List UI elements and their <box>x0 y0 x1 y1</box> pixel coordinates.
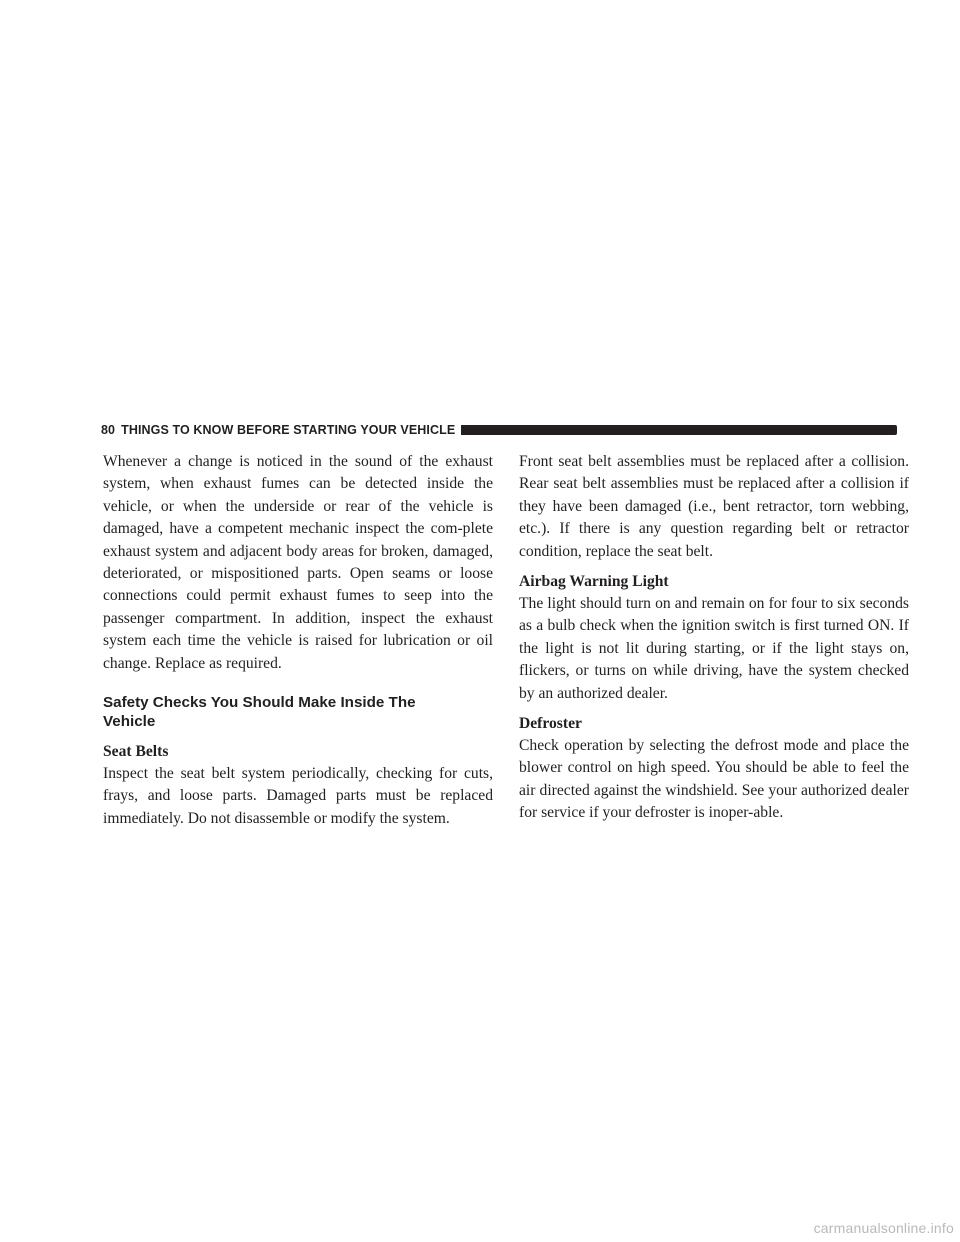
seat-belts-heading: Seat Belts <box>103 743 169 761</box>
right-column <box>519 451 909 825</box>
left-column <box>103 451 493 830</box>
seat-belts-paragraph: Inspect the seat belt system periodically, checking for cuts, frays, and loose parts. Damaged parts must be replaced immediately. Do not disassemble or modify the system. <box>103 765 493 827</box>
watermark: carmanualsonline.info <box>813 1220 954 1236</box>
page-header <box>101 421 897 439</box>
airbag-paragraph: The light should turn on and remain on for four to six seconds as a bulb check when the ignition switch is first turned ON. If the light is not lit during starting, or if the light stays on, flickers, or turns on while driving, have the system checked by an authorized dealer. <box>519 595 909 702</box>
front-seat-belt-paragraph: Front seat belt assemblies must be replaced after a collision. Rear seat belt assemblies must be replaced after a collision if they have been damaged (i.e., bent retractor, torn webbing, etc.). If there is any question regarding belt or retractor condition, replace the seat belt. <box>519 453 909 560</box>
exhaust-paragraph: Whenever a change is noticed in the sound of the exhaust system, when exhaust fumes can be detected inside the vehicle, or when the underside or rear of the vehicle is damaged, have a competent mechanic inspect the com-plete exhaust system and adjacent body areas for broken, damaged, deteriorated, or mispositioned parts. Open seams or loose connections could permit exhaust fumes to seep into the passenger compartment. In addition, inspect the exhaust system each time the vehicle is raised for lubrication or oil change. Replace as required. <box>103 453 493 672</box>
page-number: 80 <box>101 423 116 437</box>
defroster-heading: Defroster <box>519 715 582 733</box>
running-title: THINGS TO KNOW BEFORE STARTING YOUR VEHICLE <box>121 423 456 437</box>
airbag-heading: Airbag Warning Light <box>519 573 669 591</box>
defroster-paragraph: Check operation by selecting the defrost mode and place the blower control on high speed. You should be able to feel the air directed against the windshield. See your authorized dealer for service if your defroster is inoper-able. <box>519 737 909 822</box>
section-heading: Safety Checks You Should Make Inside The Vehicle <box>103 694 416 731</box>
header-rule <box>461 425 897 435</box>
